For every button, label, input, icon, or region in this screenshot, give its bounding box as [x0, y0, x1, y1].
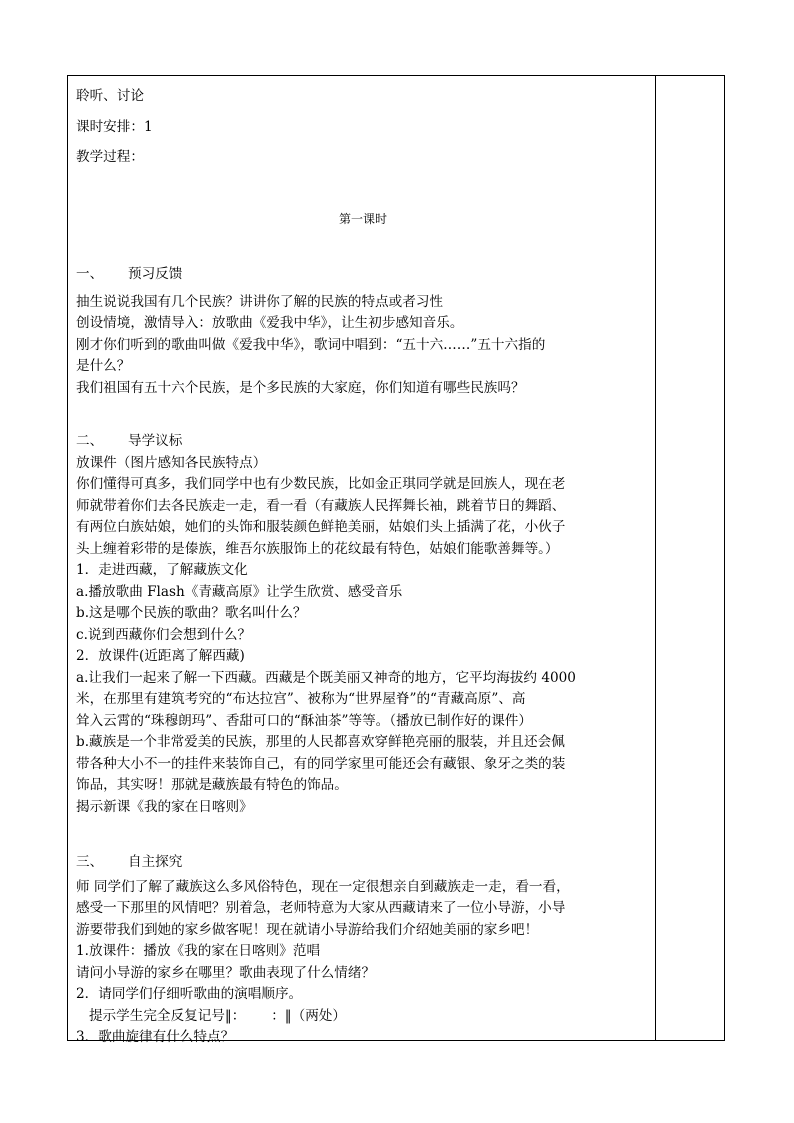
- section-title: 预习反馈: [128, 266, 183, 282]
- process-label: 教学过程：: [76, 149, 144, 165]
- section-number: 三、: [76, 854, 104, 870]
- text-line: 2．请同学们仔细听歌曲的演唱顺序。: [76, 986, 303, 1002]
- section-heading-3: [76, 852, 650, 874]
- text-line: 游要带我们到她的家乡做客呢！现在就请小导游给我们介绍她美丽的家乡吧！: [76, 921, 539, 938]
- text-line: b.藏族是一个非常爱美的民族，那里的人民都喜欢穿鲜艳亮丽的服装，并且还会佩: [76, 734, 565, 750]
- schedule-line: 课时安排：1: [76, 118, 153, 135]
- column-divider: [655, 76, 656, 1040]
- text-line: 耸入云霄的“珠穆朗玛”、香甜可口的“酥油茶”等等。（播放已制作好的课件）: [76, 712, 532, 729]
- lesson-title: 第一课时: [338, 211, 387, 226]
- text-line: 有两位白族姑娘，她们的头饰和服装颜色鲜艳美丽，姑娘们头上插满了花，小伙子: [76, 519, 566, 535]
- text-line: b.这是哪个民族的歌曲？歌名叫什么？: [76, 605, 307, 621]
- lesson-content: [76, 86, 650, 1049]
- section-title: 自主探究: [128, 854, 183, 870]
- section-number: 二、: [76, 433, 104, 449]
- text-line: c.说到西藏你们会想到什么？: [76, 626, 252, 643]
- text-line: 师 同学们了解了藏族这么多风俗特色，现在一定很想亲自到藏族走一走，看一看，: [76, 878, 570, 895]
- text-line: 2．放课件(近距离了解西藏): [76, 648, 245, 664]
- text-line: 感受一下那里的风情吧？别着急，老师特意为大家从西藏请来了一位小导游，小导: [76, 900, 566, 916]
- section-title: 导学议标: [128, 433, 183, 449]
- text-line: 米，在那里有建筑考究的“布达拉宫”、被称为“世界屋脊”的“青藏高原”、高: [76, 691, 526, 707]
- text-line: 饰品，其实呀！那就是藏族最有特色的饰品。: [76, 777, 348, 793]
- text-line: 师就带着你们去各民族走一走，看一看（有藏族人民挥舞长袖，跳着节日的舞蹈、: [76, 497, 566, 514]
- text-line: 1．走进西藏，了解藏族文化: [76, 562, 248, 578]
- text-line: a.让我们一起来了解一下西藏。西藏是个既美丽又神奇的地方，它平均海拔约 4000: [76, 669, 576, 686]
- section-heading-1: [76, 264, 650, 286]
- text-line: 3．歌曲旋律有什么特点？: [76, 1029, 235, 1045]
- method-line: 聆听、讨论: [76, 88, 144, 104]
- text-line: a.播放歌曲 Flash《青藏高原》让学生欣赏、感受音乐: [76, 583, 403, 600]
- text-line: 带各种大小不一的挂件来装饰自己，有的同学家里可能还会有藏银、象牙之类的装: [76, 755, 566, 772]
- section-number: 一、: [76, 266, 104, 282]
- text-line: 抽生说说我国有几个民族？讲讲你了解的民族的特点或者习性: [76, 293, 444, 310]
- text-line: 请问小导游的家乡在哪里？歌曲表现了什么情绪？: [76, 964, 376, 981]
- text-line: 你们懂得可真多，我们同学中也有少数民族，比如金正琪同学就是回族人，现在老: [76, 476, 566, 492]
- text-line: 头上缠着彩带的是傣族，维吾尔族服饰上的花纹最有特色，姑娘们能歌善舞等。）: [76, 540, 559, 557]
- text-line: 刚才你们听到的歌曲叫做《爱我中华》，歌词中唱到：“五十六……”五十六指的: [76, 336, 546, 353]
- text-line: 我们祖国有五十六个民族，是个多民族的大家庭，你们知道有哪些民族吗？: [76, 379, 525, 396]
- text-line: 1.放课件：播放《我的家在日喀则》范唱: [76, 943, 321, 959]
- text-line: 提示学生完全反复记号‖： ：‖（两处）: [76, 1007, 346, 1024]
- lesson-plan-table: [67, 75, 725, 1045]
- section-heading-2: [76, 431, 650, 453]
- text-line: 创设情境，激情导入：放歌曲《爱我中华》，让生初步感知音乐。: [76, 315, 464, 331]
- text-line: 放课件（图片感知各民族特点）: [76, 454, 267, 471]
- text-line: 揭示新课《我的家在日喀则》: [76, 798, 253, 815]
- text-line: 是什么？: [76, 358, 131, 374]
